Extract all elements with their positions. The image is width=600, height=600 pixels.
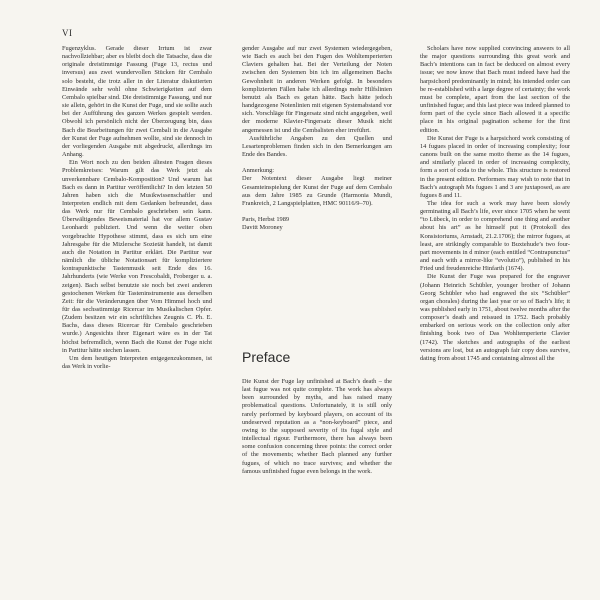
signature-name: Davitt Moroney [242, 224, 283, 232]
paragraph: The idea for such a work may have been slowly germinating all Bach’s life, ever since 1705 when he went “to Lübeck, in order to comprehend one thing and another about his art” as he himself put it (Protokoll des Konsistoriums, Arnstadt, 21.2.1706); the mirror fugues, at least, are strikingly comparable to Buxtehude’s two four-part movements in d minor (each entitled “Contrapunctus” and each with a mirror-like “evolutio”), published in his Fried und freudenreiche Hinfarth (1674). [420, 199, 570, 273]
english-text-column [420, 45, 570, 363]
german-text-column-2 [242, 45, 392, 232]
paragraph: Der Notentext dieser Ausgabe liegt meiner Gesamteinspielung der Kunst der Fuge auf dem Cembalo aus dem Jahre 1985 zu Grunde (Harmonia Mundi, Frankreich, 2 Langspielplatten, HMC 90116/9–70). [242, 175, 392, 207]
paragraph: Um dem heutigen Interpreten entgegenzukommen, ist das Werk in vorlie- [62, 354, 212, 371]
paragraph: Scholars have now supplied convincing answers to all the major questions surrounding this great work and Bach’s intentions can in fact be deduced on almost every issue; we now know that Bach must indeed have had the harpsichord predominantly in mind; his intended order can be re-established with a large degree of certainty; the work must be complete, apart from the last section of the unfinished fugue; and this last piece was indeed planned to form part of the cycle since Bach allowed it a specific place in his original pagination scheme for the first edition. [420, 45, 570, 134]
signature-block [242, 216, 392, 232]
paragraph: Die Kunst der Fuge lay unfinished at Bach’s death – the last fugue was not quite complete. The work has always been surrounded by myths, and has raised many problematical questions. Unfortunately, it is still only rarely performed by keyboard players, on account of its undeserved reputation as a “non-keyboard” piece, and owing to the supposed severity of its fugal style and intellectual rigour. Furthermore, there has always been some confusion concerning three points: the correct order of the movements; whether Bach planned any further fugues, of which no trace survives; and whether the famous unfinished fugue even belongs in the work. [242, 378, 392, 475]
paragraph: Ein Wort noch zu den beiden ältesten Fragen dieses Problemkreises: Warum gilt das Werk jetzt als unverkennbare Cembalo-Komposition? Und warum hat Bach es dann in Partitur veröffentlicht? In den letzten 50 Jahren haben sich die Musikwissenschaftler und Interpreten endlich mit dem Gedanken befreundet, dass das Werk nur für Cembalo geschrieben sein kann. Überwältigendes Beweismaterial hat vor allem Gustav Leonhardt publiziert. Und wenn die weiter oben vorgebrachte Hypothese stimmt, dass es sich um eine Jahresgabe für die Mizlersche Sozietät handelt, ist damit auch die Notation in Partitur erklärt. Die Partitur war nämlich die übliche Notationsart für kompliziertere kontrapunktische Tastenmusik seit Ende des 16. Jahrhunderts (wie Werke von Frescobaldi, Froberger u. a. zeigen). Bach selbst benutzte sie noch bei zwei anderen gestochenen Werken für Tasteninstrumente aus derselben Zeit: für die Veränderungen über Vom Himmel hoch und für das sechsstimmige Ricercar im Musikalischen Opfer. (Zudem besitzen wir ein schriftliches Zeugnis C. Ph. E. Bachs, dass dieses Ricercar für Cembalo geschrieben wurde.) Angesichts ihrer Eigenart wäre es in der Tat höchst befremdlich, wenn Bach die Kunst der Fuge nicht in Partitur hätte stechen lassen. [62, 159, 212, 354]
paragraph: gender Ausgabe auf nur zwei Systemen wiedergegeben, wie Bach es auch bei den Fugen des Wohltemperierten Claviers gehalten hat. Bei der Verteilung der Noten zwischen den Systemen bin ich im allgemeinen Bachs Gewohnheit in anderen Werken gefolgt. In besonders komplizierten Fällen habe ich allerdings mehr Hilfslinien benutzt als Bach es getan hätte. Bach hätte jedoch handgezogene Notenlinien mit eigenen Systemabstand vor sich. Vorschläge für Fingersatz sind nicht angegeben, weil der moderne Klavier-Fingersatz dieser Musik nicht angemessen ist und die Cembalisten eher irreführt. [242, 45, 392, 134]
paragraph: Die Kunst der Fuge was prepared for the engraver (Johann Heinrich Schübler, younger brother of Johann Georg Schübler who had engraved the six “Schübler” organ chorales) during the last year or so of Bach’s life; it was published early in 1751, about twelve months after the composer’s death and reissued in 1752. Bach probably embarked on serious work on the collection only after finishing book two of Das Wohltemperierte Clavier (1742). The sketches and autographs of the earliest versions are lost, but an autograph fair copy does survive, dating from about 1745 and containing almost all the [420, 273, 570, 362]
note-heading: Anmerkung: [242, 167, 275, 175]
signature-place: Paris, Herbst 1989 [242, 215, 290, 223]
preface-text-column [242, 378, 392, 476]
preface-heading: Preface [242, 349, 291, 365]
paragraph: Die Kunst der Fuge is a harpsichord work consisting of 14 fugues placed in order of increasing complexity; four canons built on the same motto theme as the 14 fugues, and similarly placed in order of increasing complexity, form a sort of coda to the whole. This structure is restored in the present edition. Performers may wish to note that in Bach’s autograph Ms fugues 1 and 3 are juxtaposed, as are fugues 8 and 11. [420, 134, 570, 199]
paragraph: Fugenzyklus. Gerade dieser Irrtum ist zwar nachvollziehbar; aber es bleibt doch die Tatsache, dass die originale dreistimmige Fassung (Fuge 13, rectus und inversus) aus zwei wundervollen Stücken für Cembalo solo besteht, die trotz aller in der Literatur diskutierten Einwände sehr wohl ohne Schwierigkeiten auf dem Cembalo spielbar sind. Die dreistimmige Fassung, und nur sie allein, gehört in die Kunst der Fuge, und sie sollte auch bei der Aufführung des ganzen Werkes gespielt werden. Obwohl ich persönlich nicht der Überzeugung bin, dass Bach die Bearbeitungen für zwei Cembali in die Ausgabe der Kunst der Fuge aufnehmen wollte, sind sie dennoch in der vorliegenden Ausgabe mit abgedruckt, allerdings im Anhang. [62, 45, 212, 159]
paragraph: Ausführliche Angaben zu den Quellen und Lesartenproblemen finden sich in den Bemerkungen am Ende des Bandes. [242, 134, 392, 159]
german-text-column-1 [62, 45, 212, 371]
page-number: VI [62, 28, 73, 38]
